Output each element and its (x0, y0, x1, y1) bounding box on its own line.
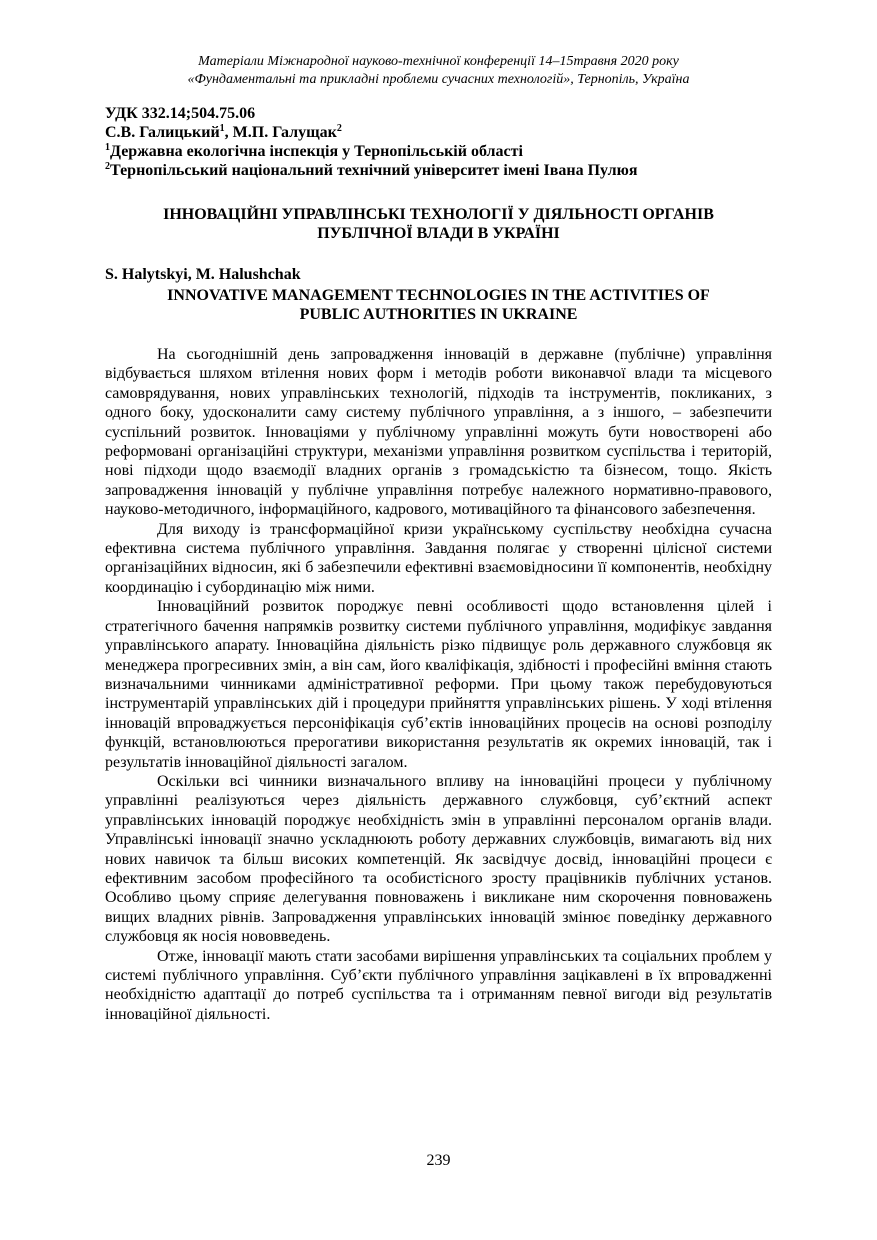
author-1: С.В. Галицький (105, 124, 220, 141)
affiliation-1-mark: 1 (105, 142, 110, 153)
author-2-affil-mark: 2 (336, 123, 342, 134)
paragraph: Інноваційний розвиток породжує певні особливості щодо встановлення цілей і стратегічного бачення напрямків розвитку системи публічного управління, модифікує завдання управлінського апарату. Інноваційна діяльність різко підвищує роль державного службовця як менеджера прогресивних змін, а він сам, його кваліфікація, здібності і професійні вміння стають визначальними чинниками адміністративної реформи. При цьому також перебудовуються інструментарій управлінських дій і процедури прийняття управлінських рішень. У ході втілення інновацій впроваджується персоніфікація суб’єктів інноваційних процесів на основі розподілу функцій, встановлюються прерогативи використання результатів як окремих інновацій, так і результатів інноваційної діяльності загалом. (105, 598, 772, 771)
conference-header-line2: «Фундаментальні та прикладні проблеми сучасних технологій», Тернопіль, Україна (187, 72, 690, 87)
article-meta (105, 104, 785, 180)
paragraph: На сьогоднішній день запровадження інновацій в державне (публічне) управління відбувається шляхом втілення нових форм і методів роботи виконавчої влади та місцевого самоврядування, нових управлінських технологій, підходів та інструментів, покликаних, з одного боку, удосконалити саму систему публічного управління, а з іншого, – забезпечити суспільний розвиток. Інноваціями у публічному управлінні можуть бути новостворені або реформовані організаційні структури, механізми управління розвитком суспільства і територій, нові підходи щодо взаємодії владних органів з громадськістю та бізнесом, тощо. Якість запровадження інновацій у публічне управління потребує належного нормативно-правового, науково-методичного, інформаційного, кадрового, мотиваційного та фінансового забезпечення. (105, 346, 772, 519)
article-body (105, 345, 772, 1024)
affiliation-2 (105, 161, 785, 180)
conference-header-line1: Матеріали Міжнародної науково-технічної конференції 14–15травня 2020 року (198, 54, 679, 69)
article-title-en-line2: PUBLIC AUTHORITIES IN UKRAINE (299, 306, 578, 323)
article-title-en (105, 286, 772, 324)
author-separator: , (224, 124, 233, 141)
conference-header (100, 53, 777, 89)
affiliation-1-text: Державна екологічна інспекція у Тернопільській області (110, 143, 523, 160)
author-2: М.П. Галущак (232, 124, 337, 141)
affiliation-1 (105, 142, 785, 161)
article-title-ua-line1: ІННОВАЦІЙНІ УПРАВЛІНСЬКІ ТЕХНОЛОГІЇ У ДІЯЛЬНОСТІ ОРГАНІВ (163, 206, 714, 223)
article-title-ua (105, 205, 772, 243)
affiliation-2-mark: 2 (105, 161, 110, 172)
affiliation-2-text: Тернопільський національний технічний університет імені Івана Пулюя (110, 162, 638, 179)
authors-en: S. Halytskyi, M. Halushchak (105, 266, 301, 283)
page-number: 239 (426, 1152, 451, 1169)
paragraph: Оскільки всі чинники визначального впливу на інноваційні процеси у публічному управлінні реалізуються через діяльність державного службовця, суб’єктний аспект управлінських інновацій породжує необхідність змін в управлінні персоналом органів влади. Управлінські інновації значно ускладнюють роботу державних службовців, вимагають від них нових навичок та більш високих компетенцій. Як засвідчує досвід, інноваційні процеси є ефективним засобом професійного та особистісного зросту працівників публічних установ. Особливо цьому сприяє делегування повноважень і викликане ним скорочення повноважень вищих владних рівнів. Запровадження управлінських інновацій змінює поведінку державного службовця як носія нововведень. (105, 772, 772, 946)
article-title-en-line1: INNOVATIVE MANAGEMENT TECHNOLOGIES IN THE ACTIVITIES OF (167, 287, 710, 304)
paragraph: Отже, інновації мають стати засобами вирішення управлінських та соціальних проблем у системі публічного управління. Суб’єкти публічного управління зацікавлені в їх впровадженні необхідністю адаптації до потреб суспільства та і отриманням певної вигоди від результатів інноваційної діяльності. (105, 947, 772, 1023)
authors-ua (105, 123, 785, 142)
paragraph: Для виходу із трансформаційної кризи українському суспільству необхідна сучасна ефективна система публічного управління. Завдання полягає у створенні цілісної системи організаційних відносин, які б забезпечили ефективні взаємовідносини її компонентів, необхідну координацію і субординацію між ними. (105, 520, 772, 596)
article-title-ua-line2: ПУБЛІЧНОЇ ВЛАДИ В УКРАЇНІ (317, 225, 560, 242)
udk-code: УДК 332.14;504.75.06 (105, 105, 256, 122)
author-1-affil-mark: 1 (219, 123, 225, 134)
